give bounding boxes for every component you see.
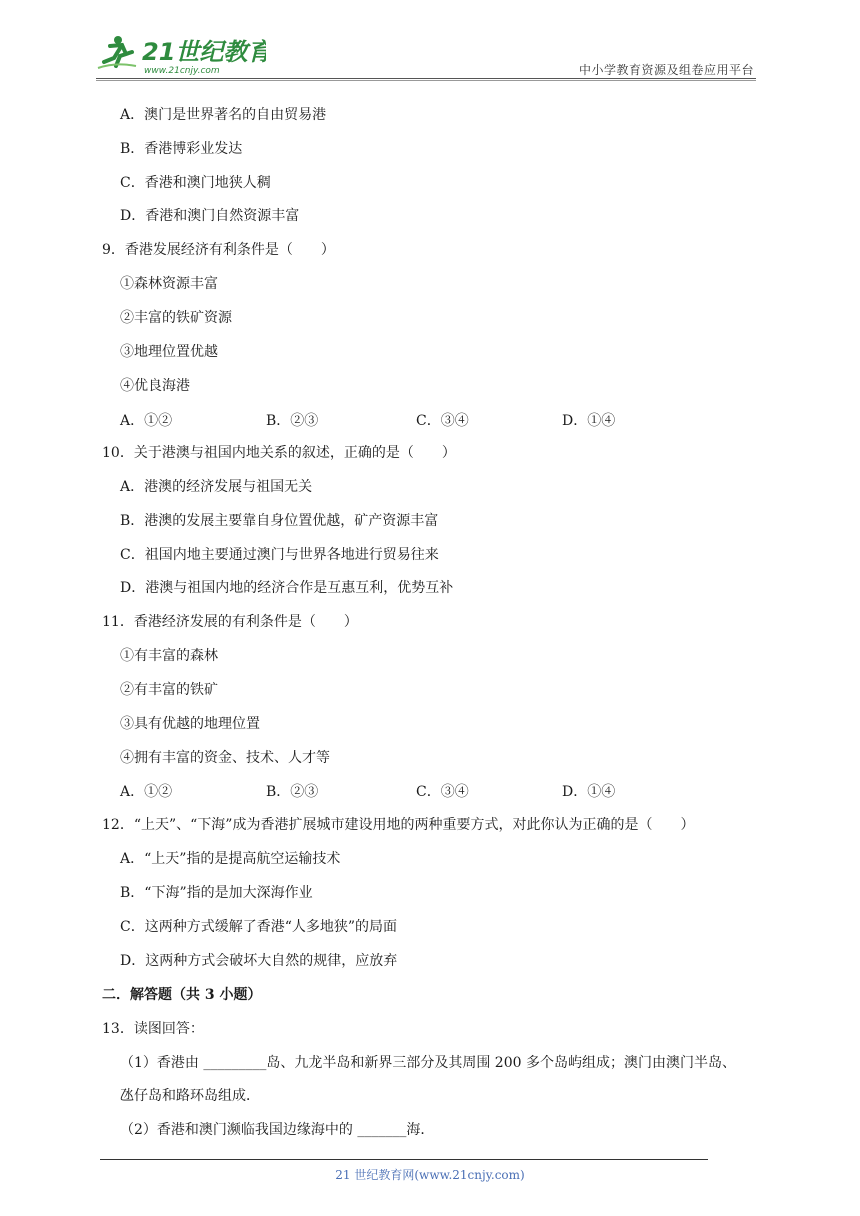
q12-option-b: B．“下海”指的是加大深海作业 [120, 885, 313, 901]
q10-option-a: A．港澳的经济发展与祖国无关 [120, 479, 313, 495]
section-2-title: 二．解答题（共 3 小题） [102, 987, 262, 1003]
q11-item-2: ②有丰富的铁矿 [120, 682, 218, 698]
q12-option-d: D．这两种方式会破坏大自然的规律，应放弃 [120, 953, 398, 969]
q10-option-c: C．祖国内地主要通过澳门与世界各地进行贸易往来 [120, 547, 439, 563]
q9-item-4: ④优良海港 [120, 378, 190, 394]
q12-option-a: A．“上天”指的是提高航空运输技术 [120, 851, 341, 867]
q11-choice-a: A．①② [120, 784, 173, 800]
q11-choice-b: B．②③ [266, 784, 319, 800]
q12-stem: 12．“上天”、“下海”成为香港扩展城市建设用地的两种重要方式，对此你认为正确的是（ ） [102, 817, 695, 833]
q9-choices [0, 410, 860, 430]
q9-stem: 9．香港发展经济有利条件是（ ） [102, 242, 335, 258]
platform-name: 中小学教育资源及组卷应用平台 [578, 63, 754, 77]
q10-stem: 10．关于港澳与祖国内地关系的叙述，正确的是（ ） [102, 445, 456, 461]
q8-option-c: C．香港和澳门地狭人稠 [120, 175, 271, 191]
q11-choices [0, 781, 860, 801]
q11-item-4: ④拥有丰富的资金、技术、人才等 [120, 750, 330, 766]
q11-item-3: ③具有优越的地理位置 [120, 716, 260, 732]
q11-item-1: ①有丰富的森林 [120, 648, 218, 664]
q13-sub2: （2）香港和澳门濒临我国边缘海中的 _______海． [120, 1122, 435, 1138]
q9-choice-b: B．②③ [266, 413, 319, 429]
q11-choice-c: C．③④ [416, 784, 469, 800]
svg-text:www.21cnjy.com: www.21cnjy.com [144, 66, 220, 76]
q9-choice-a: A．①② [120, 413, 173, 429]
header-divider-thin [96, 80, 756, 81]
q8-option-d: D．香港和澳门自然资源丰富 [120, 208, 300, 224]
footer-divider [100, 1159, 708, 1160]
q10-option-b: B．港澳的发展主要靠自身位置优越，矿产资源丰富 [120, 513, 439, 529]
logo-graphic [96, 32, 266, 76]
q9-item-3: ③地理位置优越 [120, 344, 218, 360]
q12-option-c: C．这两种方式缓解了香港“人多地狭”的局面 [120, 919, 398, 935]
svg-text:21世纪教育: 21世纪教育 [142, 38, 266, 66]
q9-item-1: ①森林资源丰富 [120, 276, 218, 292]
q11-choice-d: D．①④ [562, 784, 616, 800]
q8-option-a: A．澳门是世界著名的自由贸易港 [120, 107, 327, 123]
q13-sub1-line1: （1）香港由 _________岛、九龙半岛和新界三部分及其周围 200 多个岛屿组成；澳门由澳门半岛、 [120, 1055, 736, 1071]
q9-item-2: ②丰富的铁矿资源 [120, 310, 232, 326]
q9-choice-d: D．①④ [562, 413, 616, 429]
q13-sub1-line2: 氹仔岛和路环岛组成． [120, 1088, 260, 1104]
footer-link[interactable]: 21 世纪教育网(www.21cnjy.com) [335, 1168, 525, 1182]
page-header [0, 0, 860, 80]
q8-option-b: B．香港博彩业发达 [120, 141, 243, 157]
q9-choice-c: C．③④ [416, 413, 469, 429]
q10-option-d: D．港澳与祖国内地的经济合作是互惠互利，优势互补 [120, 580, 454, 596]
q13-stem: 13．读图回答： [102, 1021, 204, 1037]
site-logo [96, 32, 266, 76]
q11-stem: 11．香港经济发展的有利条件是（ ） [102, 614, 358, 630]
header-divider [96, 78, 756, 79]
